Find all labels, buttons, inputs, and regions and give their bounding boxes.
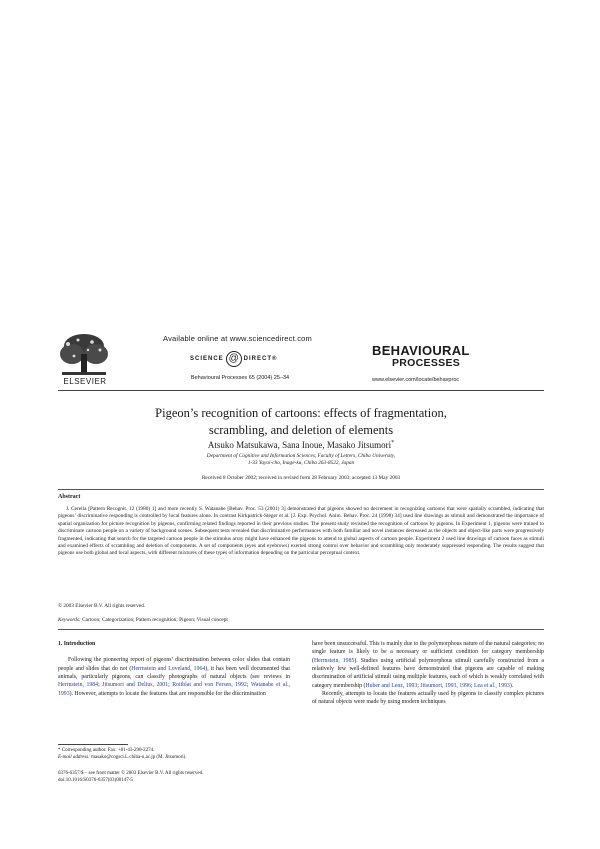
citation-link[interactable]: Jitsumori, 1993, 1996 <box>420 682 471 689</box>
section-heading-introduction: 1. Introduction <box>58 641 96 647</box>
paragraph-text: ; <box>98 682 103 689</box>
citation-link[interactable]: Herrnstein, 1985 <box>313 657 355 664</box>
email-address[interactable]: masako@cogsci.L.chiba-u.ac.jp (M. Jitsumori). <box>89 755 187 760</box>
received-dates: Received 8 October 2002; received in revised form 28 February 2003; accepted 13 May 2003 <box>201 475 401 481</box>
title-line1: Pigeon’s recognition of cartoons: effects of fragmentation, <box>155 406 447 420</box>
abstract-text: J. Cerella [Pattern Recognit. 12 (1980) 1] and more recently S. Watanabe [Behav. Proc. 53 (2001) 3] demonstrated that pigeons showed no decrement in recognizing cartoons that were spatially scrambled, indicating that pigeons’ discriminative responding is controlled by local features alone. In contrast Kirkpatrick-Steger et al. [J. Exp. Psychol. Anim. Behav. Proc. 24 (1998) 34] used line drawings as stimuli and demonstrated the importance of spatial organization for picture recognition by pigeons, confirming related findings reported in their previous studies. The present study revisited the recognition of cartoons by pigeons. In Experiment 1, pigeons were trained to discriminate cartoon people on a variety of background scenes. Subsequent tests revealed that discriminative performances with both familiar and novel instances decreased as the objects and object-like parts were progressively fragmented, indicating that search for the targeted cartoon people in the stimulus array might have enhanced the pigeons to attend to global aspects of cartoon people. Experiment 2 used line drawings of cartoon faces as stimuli and examined effects of scrambling and deletion of components. A set of components (eyes and eyebrows) exerted strong control over behavior and scrambling only moderately suppressed responding. The results suggest that pigeons use both global and local aspects, with different mixtures of these types of information depending on the particular perceptual context. <box>58 506 544 557</box>
paragraph-text: ; <box>417 682 421 689</box>
keywords-list: Cartoon; Categorization; Pattern recognition; Pigeon; Visual concept <box>82 617 228 623</box>
publisher-name: ELSEVIER <box>63 377 107 386</box>
intro-paragraph-2: Recently, attempts to locate the features actually used by pigeons to classify complex pictures of natural objects were made by using modern techniques <box>312 691 544 706</box>
intro-paragraph-continued <box>312 640 544 690</box>
issn-line: 0376-6357/$ – see front matter © 2003 Elsevier B.V. All rights reserved. <box>58 771 204 776</box>
keywords-label: Keywords: <box>58 617 81 623</box>
header-divider <box>58 390 544 391</box>
paragraph-text: ; <box>246 682 251 689</box>
abstract-heading: Abstract <box>58 494 81 500</box>
authors-names: Atsuko Matsukawa, Sana Inoue, Masako Jitsumori <box>207 440 392 450</box>
journal-citation: Behavioural Processes 65 (2004) 25–34 <box>190 375 290 381</box>
copyright-line: © 2003 Elsevier B.V. All rights reserved. <box>58 603 146 609</box>
title-divider <box>58 489 544 490</box>
paragraph-text: ; <box>168 682 173 689</box>
title-line2: scrambling, and deletion of elements <box>208 423 394 437</box>
paragraph-text: ). <box>509 682 514 689</box>
sciencedirect-left: SCIENCE <box>190 356 224 362</box>
corresponding-author-mark[interactable]: * <box>391 440 395 446</box>
citation-link[interactable]: Watanabe et al., 1993 <box>58 682 290 697</box>
at-sign-icon: @ <box>226 351 242 367</box>
author-list <box>58 440 544 450</box>
sciencedirect-right: DIRECT® <box>243 356 278 362</box>
body-left-column <box>58 640 290 698</box>
paragraph-text: ). However, attempts to locate the features that are responsible for the discrimination <box>69 690 266 697</box>
article-title <box>58 405 544 439</box>
citation-link[interactable]: Herrnstein, 1984 <box>58 682 99 689</box>
affiliation-line2: 1-33 Yayoi-cho, Inage-ku, Chiba 263-8522, Japan <box>247 460 355 466</box>
journal-logo <box>372 344 482 370</box>
abstract-divider <box>58 629 544 630</box>
journal-title-line1: BEHAVIOURAL <box>372 343 470 358</box>
sciencedirect-logo[interactable] <box>190 352 285 366</box>
journal-url[interactable]: www.elsevier.com/locate/behavproc <box>372 377 460 383</box>
citation-link[interactable]: Roitblat and von Fersen, 1992 <box>172 682 247 689</box>
citation-link[interactable]: Lea et al., 1993 <box>474 682 510 689</box>
available-online-text[interactable]: Available online at www.sciencedirect.com <box>163 334 312 343</box>
paragraph-text: ), it has been well documented that animals, particularly pigeons, can classify photographs of natural objects (see reviews in <box>58 665 290 681</box>
email-label: E-mail address: <box>58 755 90 760</box>
paragraph-text: have been unsuccessful. This is mainly due to the polymorphous nature of the natural categories; no single feature is likely to be a necessary or sufficient condition for category membership ( <box>312 641 544 664</box>
keywords <box>58 617 544 623</box>
paragraph-text: Following the pioneering report of pigeons’ discrimination between color slides that contain people and slides that do not ( <box>58 657 290 672</box>
affiliation-line1: Department of Cognitive and Information Sciences, Faculty of Letters, Chiba University, <box>206 453 396 459</box>
publication-info <box>58 770 358 784</box>
citation-link[interactable]: Herrnstein and Loveland, 1964 <box>131 665 206 672</box>
intro-paragraph-1 <box>58 656 290 698</box>
doi-line[interactable]: doi:10.1016/S0376-6357(03)00147-5 <box>58 778 133 783</box>
paragraph-text: ). Studies using artificial polymorphous stimuli carefully constructed from a relatively few well-defined features have demonstrated that pigeons are capable of making discrimination of artificial stimuli using multiple features, each of which is weakly correlated with category membership ( <box>312 657 544 689</box>
corresponding-author-note: * Corresponding author. Fax: +81-43-290-2274. <box>58 748 155 753</box>
citation-link[interactable]: Jitsumori and Delius, 2001 <box>102 682 169 689</box>
email-line <box>58 754 298 761</box>
journal-title-line2: PROCESSES <box>392 357 461 369</box>
footnote-divider <box>58 744 128 745</box>
citation-link[interactable]: Huber and Lenz, 1993 <box>365 682 418 689</box>
body-right-column <box>312 640 544 707</box>
footnote <box>58 747 298 761</box>
paragraph-text: ; <box>470 682 474 689</box>
affiliation <box>58 453 544 467</box>
